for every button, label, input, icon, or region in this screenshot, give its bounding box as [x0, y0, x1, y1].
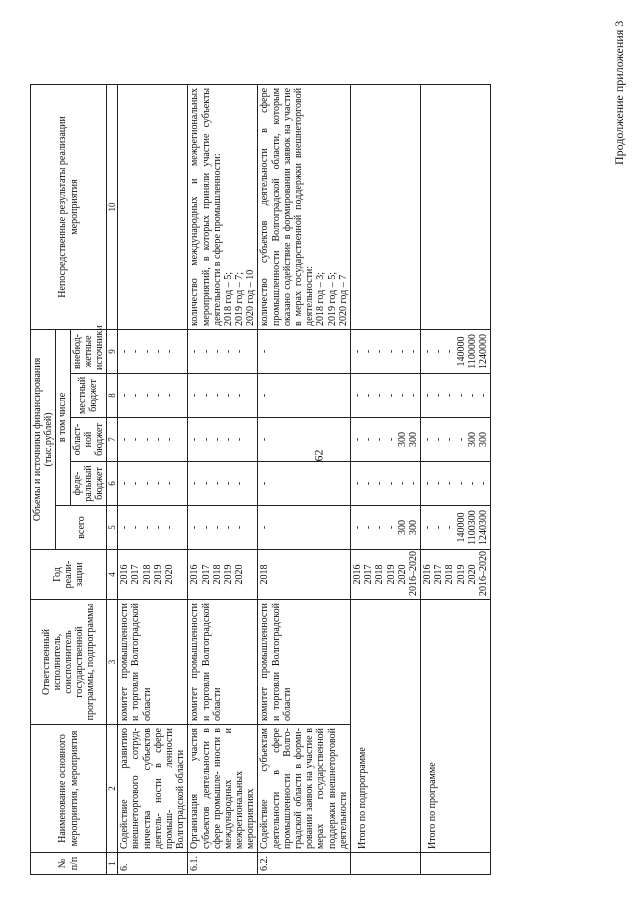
federal-value: - [363, 481, 375, 486]
regional-value: 300 [478, 432, 490, 447]
col-number: 7 [107, 418, 118, 462]
federal-value: - [130, 481, 142, 486]
row-years [188, 550, 258, 600]
regional-value: - [444, 437, 456, 442]
total-value: - [222, 525, 234, 530]
total-value: - [385, 525, 397, 530]
header-year: Год реали- зации [31, 550, 107, 600]
table-row [188, 84, 258, 874]
federal-value: - [374, 481, 386, 486]
year-value: 2017 [130, 564, 142, 585]
federal-value: - [396, 481, 408, 486]
regional-value: - [455, 437, 467, 442]
col-number: 8 [107, 374, 118, 418]
total-value: - [234, 525, 246, 530]
row-result [258, 84, 351, 329]
row-federal [188, 462, 258, 506]
year-value: 2016 [422, 564, 434, 585]
total-value: - [374, 525, 386, 530]
regional-value: 300 [396, 432, 408, 447]
year-value: 2020 [466, 564, 478, 585]
year-value: 2017 [200, 564, 212, 585]
result-line: 2018 год – 3; [315, 272, 327, 326]
row-executor: комитет промышленности и торговли Волгоградской области [258, 600, 351, 725]
year-value: 2018 [444, 564, 456, 585]
total-extra [421, 329, 491, 373]
regional-value: - [141, 437, 153, 442]
total-extra [350, 329, 420, 373]
extra-value: - [422, 349, 434, 354]
local-value: - [119, 393, 131, 398]
total-local [350, 374, 420, 418]
local-value: - [130, 393, 142, 398]
total-row [421, 84, 491, 874]
local-value: - [189, 393, 201, 398]
table-row [118, 84, 188, 874]
total-value: - [141, 525, 153, 530]
row-extra [118, 329, 188, 373]
local-value: - [396, 393, 408, 398]
federal-value: - [189, 481, 201, 486]
extra-value: - [259, 349, 271, 354]
regional-value: - [189, 437, 201, 442]
total-value: - [189, 525, 201, 530]
row-name: Организация участия субъектов деятельности в сфере промышле- нности в международных и межрегиональных мероприятиях [188, 725, 258, 853]
result-line: 2020 год – 7 [337, 274, 349, 326]
header-in-that: в том числе [56, 329, 70, 505]
federal-value: - [433, 481, 445, 486]
row-regional [188, 418, 258, 462]
column-number-row [107, 84, 118, 874]
total-federal [350, 462, 420, 506]
total-value: - [211, 525, 223, 530]
local-value: - [422, 393, 434, 398]
year-value: 2018 [374, 564, 386, 585]
local-value: - [385, 393, 397, 398]
row-result [188, 84, 258, 329]
local-value: - [211, 393, 223, 398]
col-number: 6 [107, 462, 118, 506]
federal-value: - [351, 481, 363, 486]
extra-value: - [211, 349, 223, 354]
extra-value: - [433, 349, 445, 354]
regional-value: - [385, 437, 397, 442]
extra-value: - [130, 349, 142, 354]
extra-value: - [234, 349, 246, 354]
year-value: 2019 [222, 564, 234, 585]
col-number: 5 [107, 506, 118, 550]
total-value: - [130, 525, 142, 530]
local-value: - [407, 393, 419, 398]
federal-value: - [259, 481, 271, 486]
extra-value: - [141, 349, 153, 354]
regional-value: - [163, 437, 175, 442]
federal-value: - [444, 481, 456, 486]
extra-value: - [444, 349, 456, 354]
federal-value: - [141, 481, 153, 486]
total-result [421, 84, 491, 329]
local-value: - [455, 393, 467, 398]
extra-value: - [351, 349, 363, 354]
row-regional [258, 418, 351, 462]
extra-value: - [163, 349, 175, 354]
row-local [258, 374, 351, 418]
total-value: - [119, 525, 131, 530]
local-value: - [444, 393, 456, 398]
total-value: 140000 [455, 512, 467, 543]
regional-value: 300 [466, 432, 478, 447]
local-value: - [141, 393, 153, 398]
extra-value: - [374, 349, 386, 354]
total-value: 1240300 [478, 510, 490, 545]
year-value: 2019 [385, 564, 397, 585]
total-regional [350, 418, 420, 462]
col-number: 3 [107, 600, 118, 725]
total-regional [421, 418, 491, 462]
header-name: Наименование основного мероприятия, мероприятия [31, 725, 107, 853]
total-label: Итого по программе [421, 600, 491, 853]
year-value: 2019 [152, 564, 164, 585]
federal-value: - [211, 481, 223, 486]
row-total [118, 506, 188, 550]
row-number: 6.1. [188, 853, 258, 875]
result-line: 2020 год – 10 [245, 269, 257, 326]
federal-value: - [163, 481, 175, 486]
total-value: - [163, 525, 175, 530]
extra-value: - [363, 349, 375, 354]
year-value: 2017 [363, 564, 375, 585]
result-line: 2019 год – 7; [234, 272, 246, 326]
total-years [350, 550, 420, 600]
header-local: местный бюджет [70, 374, 107, 418]
extra-value: - [407, 349, 419, 354]
total-spacer [421, 853, 491, 875]
row-name: Содействие субъектам деятельности в сфере промышленности Волго- градской области в форми- ровании заявок на участие в мерах государственной поддержки внешнеторговой деятельности [258, 725, 351, 853]
local-value: - [163, 393, 175, 398]
regional-value: - [119, 437, 131, 442]
col-number: 4 [107, 550, 118, 600]
row-number: 6.2. [258, 853, 351, 875]
total-spacer [350, 853, 420, 875]
regional-value: - [200, 437, 212, 442]
local-value: - [152, 393, 164, 398]
federal-value: - [422, 481, 434, 486]
result-line: 2019 год – 5; [326, 272, 338, 326]
regional-value: - [152, 437, 164, 442]
year-value: 2016 [351, 564, 363, 585]
page-number: 62 [311, 449, 326, 462]
row-extra [258, 329, 351, 373]
extra-value: 1240000 [478, 333, 490, 369]
local-value: - [234, 393, 246, 398]
regional-value: - [222, 437, 234, 442]
federal-value: - [234, 481, 246, 486]
extra-value: - [119, 349, 131, 354]
col-number: 10 [107, 84, 118, 329]
total-row [350, 84, 420, 874]
extra-value: 1100000 [466, 334, 478, 369]
row-federal [118, 462, 188, 506]
total-years [421, 550, 491, 600]
col-number: 2 [107, 725, 118, 853]
result-text: количество международных и межрегиональных мероприятий, в которых приняли участие субъекты деятельности в сфере промышленности: [189, 87, 223, 326]
col-number: 1 [107, 853, 118, 875]
table-row [258, 84, 351, 874]
result-line: 2018 год – 5; [222, 272, 234, 326]
local-value: - [363, 393, 375, 398]
total-federal [421, 462, 491, 506]
regional-value: - [211, 437, 223, 442]
regional-value: - [259, 437, 271, 442]
regional-value: - [422, 437, 434, 442]
local-value: - [478, 393, 490, 398]
total-value: - [433, 525, 445, 530]
extra-value: - [189, 349, 201, 354]
year-value: 2016 [189, 564, 201, 585]
total-value: 300 [396, 520, 408, 535]
total-total [421, 506, 491, 550]
year-value: 2018 [141, 564, 153, 585]
year-value: 2016–2020 [478, 551, 490, 596]
row-total [258, 506, 351, 550]
local-value: - [374, 393, 386, 398]
header-total: всего [56, 506, 107, 550]
result-text: количество субъектов деятельности в сфере промышленности Волгоградской области, которым оказано содействие в формировании заявок на участие в мерах государственной поддержки внешнеторговой деятельности: [259, 87, 316, 326]
appendix-title: Продолжение приложения 3 [612, 20, 626, 165]
total-value: - [351, 525, 363, 530]
header-result: Непосредственные результаты реализации мероприятия [31, 84, 107, 329]
total-value: - [444, 525, 456, 530]
federal-value: - [200, 481, 212, 486]
year-value: 2018 [211, 564, 223, 585]
local-value: - [433, 393, 445, 398]
local-value: - [466, 393, 478, 398]
total-value: - [363, 525, 375, 530]
header-federal: феде- ральный бюджет [70, 462, 107, 506]
row-executor: комитет промышленности и торговли Волгоградской области [118, 600, 188, 725]
row-result [118, 84, 188, 329]
regional-value: 300 [407, 432, 419, 447]
federal-value: - [385, 481, 397, 486]
row-local [188, 374, 258, 418]
year-value: 2019 [455, 564, 467, 585]
year-value: 2020 [234, 564, 246, 585]
regional-value: - [130, 437, 142, 442]
federal-value: - [407, 481, 419, 486]
header-regional: област- ной бюджет [70, 418, 107, 462]
row-name: Содействие развитию внешнеторгового сотруд- ничества субъектов деятель- ности в сфере промыш- ленности Волгоградской области [118, 725, 188, 853]
total-value: - [152, 525, 164, 530]
regional-value: - [234, 437, 246, 442]
row-total [188, 506, 258, 550]
row-years [118, 550, 188, 600]
header-executor: Ответственный исполнитель, соисполнитель государственной программы, подпрограммы [31, 600, 107, 725]
col-number: 9 [107, 329, 118, 373]
federal-value: - [222, 481, 234, 486]
header-financing: Объемы и источники финансирования (тыс.рублей) [31, 329, 56, 549]
local-value: - [200, 393, 212, 398]
year-value: 2016 [119, 564, 131, 585]
row-regional [118, 418, 188, 462]
total-value: 1100300 [466, 510, 478, 545]
total-value: 300 [407, 520, 419, 535]
federal-value: - [466, 481, 478, 486]
year-value: 2017 [433, 564, 445, 585]
header-num: № п/п [31, 853, 107, 875]
regional-value: - [433, 437, 445, 442]
federal-value: - [152, 481, 164, 486]
row-extra [188, 329, 258, 373]
federal-value: - [478, 481, 490, 486]
federal-value: - [455, 481, 467, 486]
row-local [118, 374, 188, 418]
total-result [350, 84, 420, 329]
row-executor: комитет промышленности и торговли Волгоградской области [188, 600, 258, 725]
regional-value: - [363, 437, 375, 442]
extra-value: - [222, 349, 234, 354]
federal-value: - [119, 481, 131, 486]
local-value: - [351, 393, 363, 398]
regional-value: - [351, 437, 363, 442]
year-value: 2016–2020 [407, 551, 419, 596]
extra-value: - [200, 349, 212, 354]
total-total [350, 506, 420, 550]
year-value: 2020 [163, 564, 175, 585]
extra-value: 140000 [455, 336, 467, 367]
total-label: Итого по подпрограмме [350, 600, 420, 853]
header-extra: внебюд- жетные источники [70, 329, 107, 373]
year-value: 2020 [396, 564, 408, 585]
year-value: 2018 [259, 564, 271, 585]
extra-value: - [152, 349, 164, 354]
row-years [258, 550, 351, 600]
total-value: - [200, 525, 212, 530]
regional-value: - [374, 437, 386, 442]
extra-value: - [396, 349, 408, 354]
total-value: - [259, 525, 271, 530]
total-local [421, 374, 491, 418]
row-number: 6. [118, 853, 188, 875]
local-value: - [222, 393, 234, 398]
row-federal [258, 462, 351, 506]
financing-table [30, 84, 491, 875]
extra-value: - [385, 349, 397, 354]
total-value: - [422, 525, 434, 530]
local-value: - [259, 393, 271, 398]
